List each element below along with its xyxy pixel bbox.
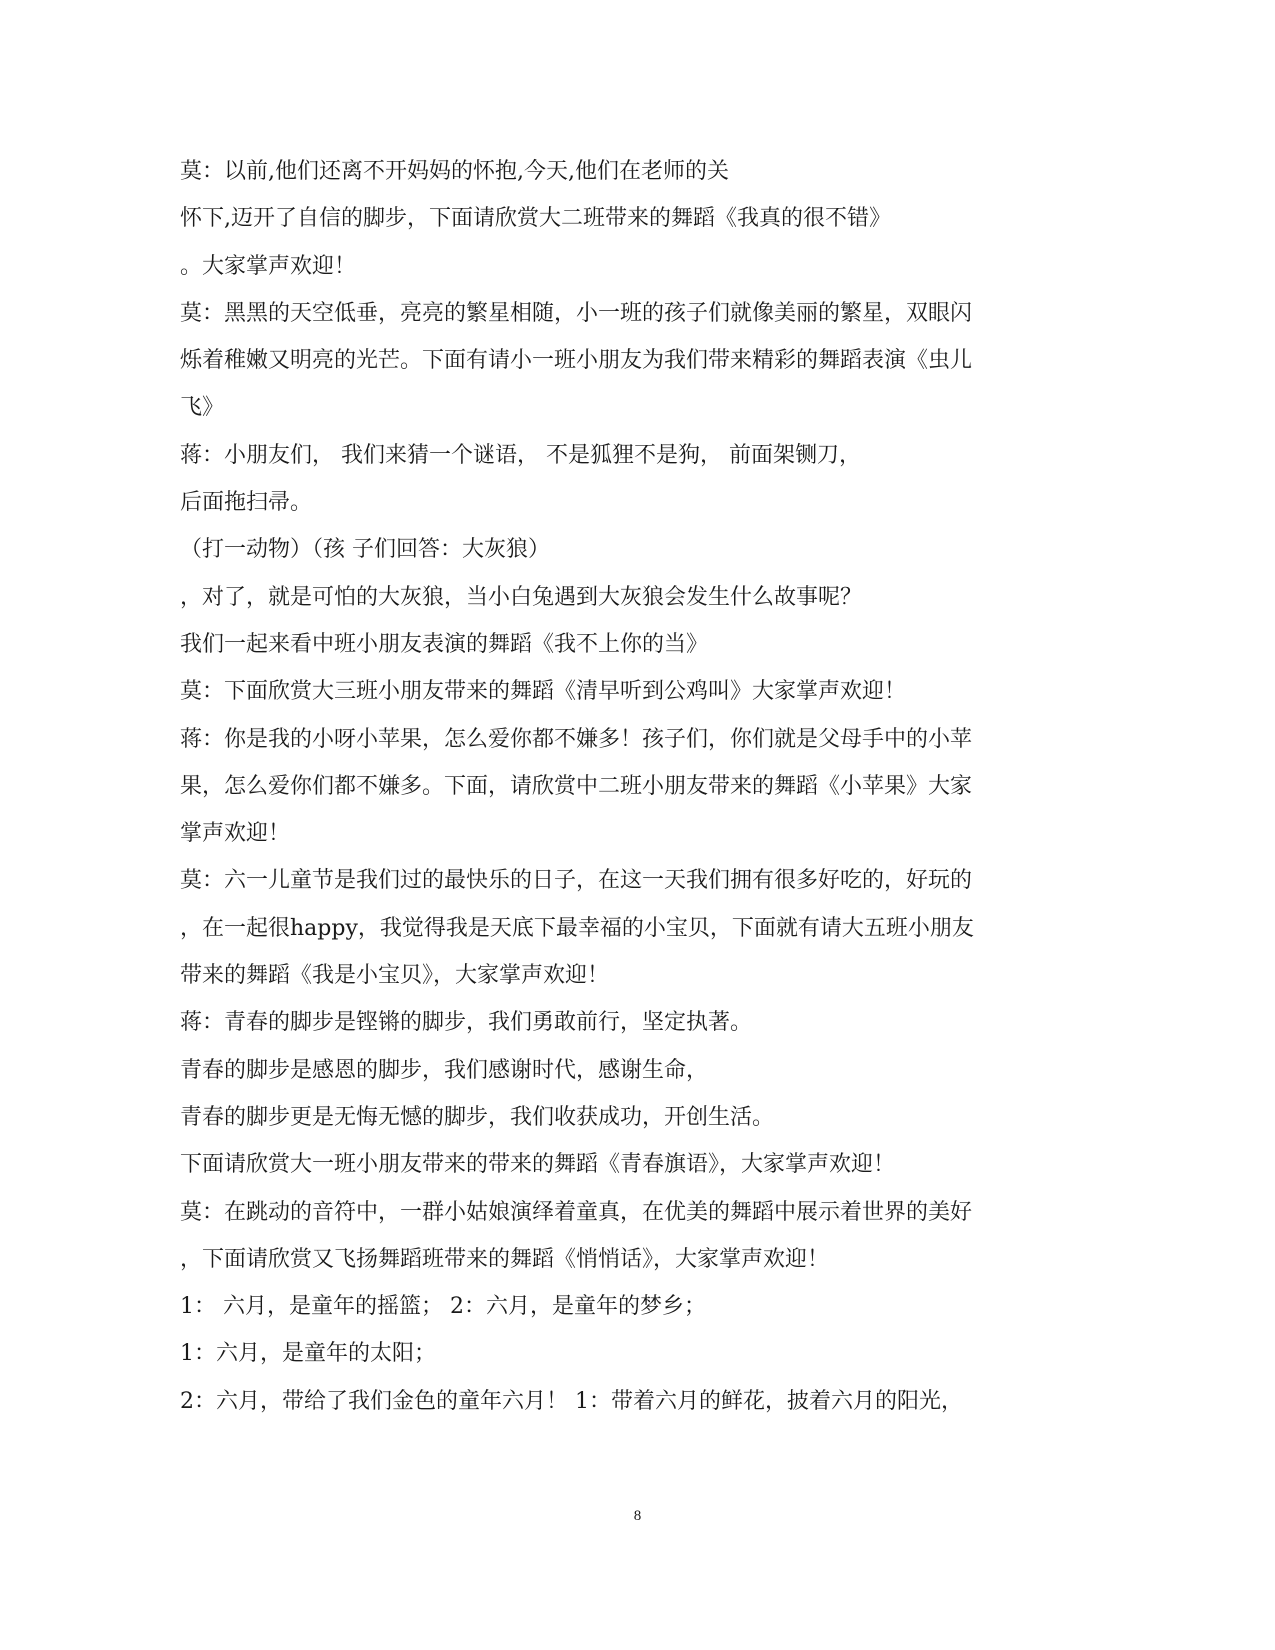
text-line: 飞》	[180, 395, 225, 421]
text-line: ，在一起很happy，我觉得我是天底下最幸福的小宝贝，下面就有请大五班小朋友	[180, 915, 974, 941]
text-line: 蒋：青春的脚步是铿锵的脚步，我们勇敢前行，坚定执著。	[180, 1010, 753, 1036]
text-line: 莫：六一儿童节是我们过的最快乐的日子，在这一天我们拥有很多好吃的，好玩的	[180, 868, 973, 894]
text-line: 蒋：你是我的小呀小苹果，怎么爱你都不嫌多！孩子们，你们就是父母手中的小苹	[180, 726, 973, 752]
text-line: 掌声欢迎！	[180, 821, 291, 847]
text-line: ，下面请欣赏又飞扬舞蹈班带来的舞蹈《悄悄话》，大家掌声欢迎！	[180, 1246, 830, 1272]
text-line: 青春的脚步更是无悔无憾的脚步，我们收获成功，开创生活。	[180, 1104, 775, 1130]
text-line: 烁着稚嫩又明亮的光芒。下面有请小一班小朋友为我们带来精彩的舞蹈表演《虫儿	[180, 348, 973, 374]
text-line: 。大家掌声欢迎！	[180, 253, 357, 279]
text-line: 青春的脚步是感恩的脚步，我们感谢时代，感谢生命，	[180, 1057, 709, 1083]
text-line: 1：六月，是童年的太阳；	[180, 1341, 436, 1367]
text-line: 莫：在跳动的音符中，一群小姑娘演绎着童真，在优美的舞蹈中展示着世界的美好	[180, 1199, 973, 1225]
text-line: 我们一起来看中班小朋友表演的舞蹈《我不上你的当》	[180, 631, 709, 657]
page-number: 8	[633, 1508, 642, 1524]
text-line: 莫：黑黑的天空低垂，亮亮的繁星相随，小一班的孩子们就像美丽的繁星，双眼闪	[180, 300, 973, 326]
text-line: 莫：以前,他们还离不开妈妈的怀抱,今天,他们在老师的关	[180, 159, 729, 184]
text-line: （打一动物）（孩 子们回答：大灰狼）	[180, 537, 550, 563]
text-line: 1： 六月，是童年的摇篮； 2：六月，是童年的梦乡；	[180, 1294, 706, 1320]
text-line: 下面请欣赏大一班小朋友带来的带来的舞蹈《青春旗语》，大家掌声欢迎！	[180, 1152, 896, 1178]
text-line: 带来的舞蹈《我是小宝贝》，大家掌声欢迎！	[180, 963, 610, 989]
text-line: 2：六月，带给了我们金色的童年六月！ 1：带着六月的鲜花，披着六月的阳光，	[180, 1388, 963, 1414]
text-line: 蒋：小朋友们， 我们来猜一个谜语， 不是狐狸不是狗， 前面架铡刀，	[180, 442, 861, 468]
text-line: 怀下,迈开了自信的脚步，下面请欣赏大二班带来的舞蹈《我真的很不错》	[180, 206, 891, 232]
text-line: 后面拖扫帚。	[180, 490, 313, 516]
text-line: 莫：下面欣赏大三班小朋友带来的舞蹈《清早听到公鸡叫》大家掌声欢迎！	[180, 679, 907, 705]
text-line: ，对了，就是可怕的大灰狼，当小白兔遇到大灰狼会发生什么故事呢？	[180, 584, 863, 610]
text-line: 果，怎么爱你们都不嫌多。下面，请欣赏中二班小朋友带来的舞蹈《小苹果》大家	[180, 773, 973, 799]
document-body	[180, 148, 1100, 1425]
